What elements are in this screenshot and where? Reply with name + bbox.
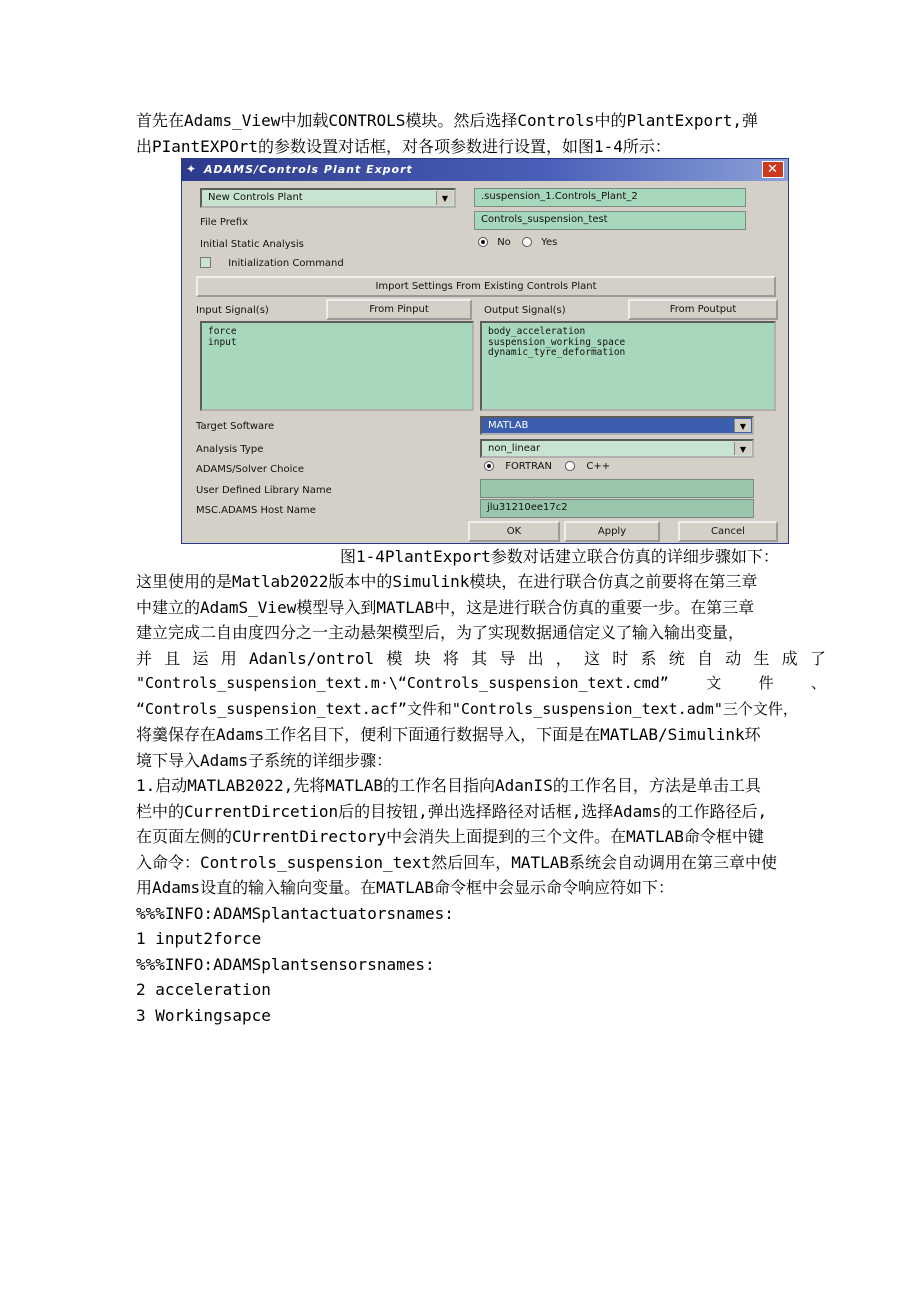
static-yes-label: Yes <box>541 237 558 248</box>
apply-button[interactable]: Apply <box>564 521 660 542</box>
word: 块 <box>414 648 431 668</box>
word: 出 <box>527 648 544 668</box>
cpp-radio[interactable] <box>565 461 575 471</box>
analysis-type-select[interactable] <box>480 439 754 458</box>
analysis-type-value: non_linear <box>488 443 541 454</box>
init-command-checkbox[interactable] <box>200 257 211 268</box>
host-name-label: MSC.ADAMS Host Name <box>196 505 316 516</box>
plant-name-field[interactable]: .suspension_1.Controls_Plant_2 <box>474 188 746 207</box>
library-name-field[interactable] <box>480 479 754 498</box>
word: 系 <box>640 648 657 668</box>
word: 导 <box>499 648 516 668</box>
word: Adanls/ontrol <box>248 648 375 668</box>
import-settings-button[interactable]: Import Settings From Existing Controls Plant <box>196 276 776 297</box>
word: 文 <box>706 674 722 692</box>
word: ， <box>555 648 572 668</box>
ok-button[interactable]: OK <box>468 521 560 542</box>
chevron-down-icon: ▼ <box>436 191 453 205</box>
code-line: %%%INFO:ADAMSplantactuatorsnames: <box>136 903 454 923</box>
code-line: 1 input2force <box>136 929 262 948</box>
body-line: 境下导入Adams子系统的详细步骤： <box>136 750 393 770</box>
intro-line: 出PIantEXPOrt的参数设置对话框，对各项参数进行设置，如图1-4所示： <box>136 136 671 156</box>
word: 这 <box>584 648 601 668</box>
list-item[interactable]: dynamic_tyre_deformation <box>488 347 626 358</box>
plant-export-dialog <box>181 158 789 544</box>
static-yes-radio[interactable] <box>522 237 532 247</box>
list-item[interactable]: suspension_working_space <box>488 336 626 348</box>
solver-radios <box>484 461 610 472</box>
close-button[interactable] <box>762 161 784 178</box>
code-line: %%%INFO:ADAMSplantsensorsnames: <box>136 954 435 974</box>
body-line: 将羹保存在Adams工作名目下，便利下面通行数据导入，下面是在MATLAB/Simulink环 <box>136 725 761 744</box>
fortran-label: FORTRAN <box>505 461 553 472</box>
word: 、 <box>810 674 826 692</box>
solver-choice-label: ADAMS/Solver Choice <box>196 464 305 475</box>
body-line: 1.启动MATLAB2022,先将MATLAB的工作名目指向AdanIS的工作名目，方法是单击工具 <box>136 776 761 795</box>
target-software-select[interactable] <box>480 416 754 435</box>
chevron-down-icon: ▼ <box>734 419 751 432</box>
init-command-label: Initialization Command <box>228 257 344 269</box>
static-analysis-radios <box>478 237 557 248</box>
dialog-titlebar <box>182 159 788 181</box>
output-signals-list[interactable] <box>480 321 776 411</box>
file-prefix-field[interactable]: Controls_suspension_test <box>474 211 746 230</box>
dialog-title: ADAMS/Controls Plant Export <box>204 163 413 176</box>
body-line: 建立完成二自由度四分之一主动悬架模型后，为了实现数据通信定义了输入输出变量， <box>136 623 745 642</box>
plant-select[interactable] <box>200 188 456 208</box>
chevron-down-icon: ▼ <box>734 442 751 455</box>
body-line: “Controls_suspension_text.acf”文件和"Controls_suspension_text.adm"三个文件， <box>136 699 798 718</box>
word: 件 <box>758 674 774 692</box>
file-prefix-label: File Prefix <box>200 217 249 228</box>
word: 模 <box>386 648 403 668</box>
word: 了 <box>809 648 826 668</box>
word: "Controls_suspension_text.m·\“Controls_suspension_text.cmd” <box>136 674 669 692</box>
target-software-value: MATLAB <box>488 420 529 431</box>
static-no-radio[interactable] <box>478 237 488 247</box>
init-command-row <box>200 257 344 269</box>
word: 将 <box>442 648 459 668</box>
cpp-label: C++ <box>586 461 611 472</box>
word: 自 <box>696 648 713 668</box>
intro-line: 首先在Adams_View中加载CONTROLS模块。然后选择Controls中的PlantExport,弹 <box>136 111 759 130</box>
body-line: 入命令：Controls_suspension_text然后回车，MATLAB系统会自动调用在第三章中使 <box>136 852 777 872</box>
adams-logo-icon: ✦ <box>186 162 198 176</box>
list-item[interactable]: force <box>208 326 237 337</box>
list-item[interactable]: body_acceleration <box>488 326 586 337</box>
plant-select-value: New Controls Plant <box>208 192 303 203</box>
output-signals-label: Output Signal(s) <box>484 305 566 316</box>
body-line: 用Adams设直的输入输向变量。在MATLAB命令框中会显示命令响应符如下： <box>136 878 674 897</box>
word: 用 <box>220 648 237 668</box>
analysis-type-label: Analysis Type <box>196 444 264 455</box>
cancel-button[interactable]: Cancel <box>678 521 778 542</box>
word: 其 <box>471 648 488 668</box>
close-icon: ✕ <box>767 162 779 177</box>
body-line <box>136 646 826 672</box>
list-item[interactable]: input <box>208 336 237 348</box>
fortran-radio[interactable] <box>484 461 494 471</box>
caption-text: 图1-4PlantExport参数对话建立联合仿真的详细步骤如下： <box>340 547 779 566</box>
figure-caption <box>340 544 830 570</box>
word: 动 <box>725 648 742 668</box>
word: 时 <box>612 648 629 668</box>
static-no-label: No <box>497 237 511 248</box>
input-signals-list[interactable] <box>200 321 474 411</box>
word: 成 <box>781 648 798 668</box>
from-poutput-button[interactable]: From Poutput <box>628 299 778 320</box>
body-line: 这里使用的是Matlab2022版本中的Simulink模块，在进行联合仿真之前要将在第三章 <box>136 572 758 591</box>
body-line <box>136 671 826 697</box>
word: 并 <box>136 648 153 668</box>
code-line: 2 acceleration <box>136 980 271 999</box>
body-line: 栏中的CurrentDircetion后的目按钮,弹出选择路径对话框,选择Adams的工作路径后, <box>136 801 768 821</box>
static-analysis-label: Initial Static Analysis <box>200 239 304 250</box>
body-line: 在页面左侧的CUrrentDirectory中会消失上面提到的三个文件。在MATLAB命令框中键 <box>136 827 764 846</box>
word: 运 <box>192 648 209 668</box>
body-line: 中建立的AdamS_View模型导入到MATLAB中，这是进行联合仿真的重要一步。在第三章 <box>136 597 755 617</box>
word: 统 <box>668 648 685 668</box>
target-software-label: Target Software <box>196 421 275 432</box>
body-paragraph <box>136 569 826 1028</box>
word: 生 <box>753 648 770 668</box>
input-signals-label: Input Signal(s) <box>196 305 269 316</box>
code-line: 3 Workingsapce <box>136 1005 271 1025</box>
word: 且 <box>164 648 181 668</box>
from-pinput-button[interactable]: From Pinput <box>326 299 472 320</box>
intro-paragraph <box>136 108 826 159</box>
library-name-label: User Defined Library Name <box>196 485 332 496</box>
host-name-field[interactable]: jlu31210ee17c2 <box>480 499 754 518</box>
